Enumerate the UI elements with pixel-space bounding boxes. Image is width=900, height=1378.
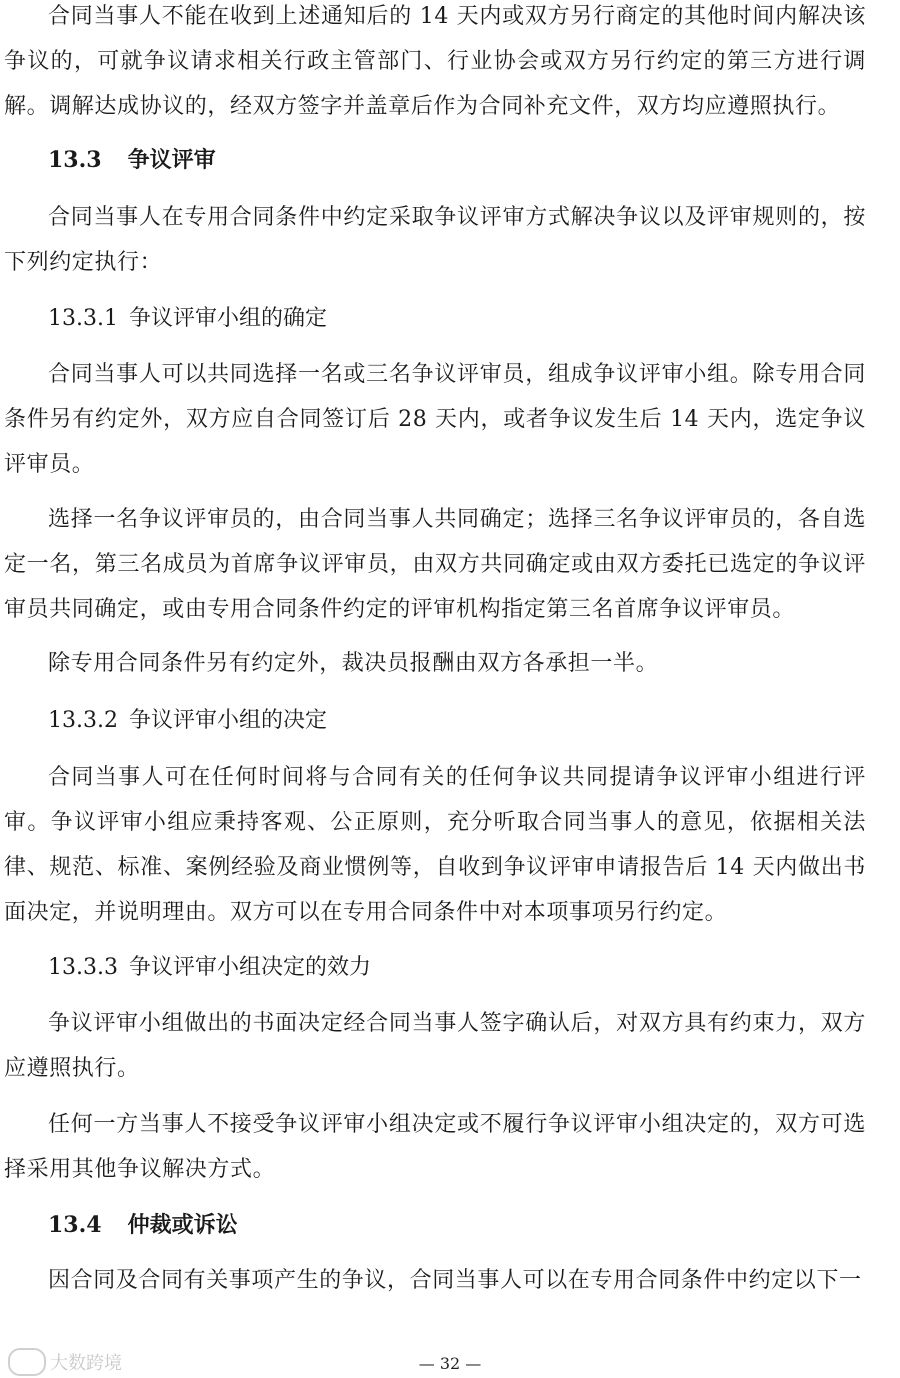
section-number: 13.3 [48,147,102,173]
paragraph-arbitration-litigation: 因合同及合同有关事项产生的争议，合同当事人可以在专用合同条件中约定以下一 [48,1268,862,1293]
section-heading-13-4 [48,1203,238,1248]
paragraph-remuneration: 除专用合同条件另有约定外，裁决员报酬由双方各承担一半。 [48,651,659,676]
paragraph-mediation: 合同当事人不能在收到上述通知后的 14 天内或双方另行商定的其他时间内解决该争议的，可就争议请求相关行政主管部门、行业协会或双方另行约定的第三方进行调解。调解达成协议的，经双方签字并盖章后作为合同补充文件，双方均应遵照执行。 [4,4,866,119]
subsection-title: 争议评审小组的确定 [129,306,328,331]
subsection-title: 争议评审小组决定的效力 [129,955,372,980]
watermark-text: 大数跨境 [50,1353,122,1374]
paragraph-panel-members: 选择一名争议评审员的，由合同当事人共同确定；选择三名争议评审员的，各自选定一名，第三名成员为首席争议评审员，由双方共同确定或由双方委托已选定的争议评审员共同确定，或由专用合同条件约定的评审机构指定第三名首席争议评审员。 [4,507,866,622]
section-title: 仲裁或诉讼 [127,1212,238,1238]
section-number: 13.4 [48,1212,102,1238]
subsection-number: 13.3.1 [48,306,118,331]
paragraph-dispute-review-intro: 合同当事人在专用合同条件中约定采取争议评审方式解决争议以及评审规则的，按下列约定执行： [4,205,866,275]
subsection-number: 13.3.2 [48,708,118,733]
subsection-title: 争议评审小组的决定 [129,708,328,733]
page-number: — 32 — [418,1354,482,1373]
paragraph-panel-decision: 合同当事人可在任何时间将与合同有关的任何争议共同提请争议评审小组进行评审。争议评审小组应秉持客观、公正原则，充分听取合同当事人的意见，依据相关法律、规范、标准、案例经验及商业惯例等，自收到争议评审申请报告后 14 天内做出书面决定，并说明理由。双方可以在专用合同条件中对本项事项另行约定。 [4,765,866,925]
section-heading-13-3 [48,138,216,183]
subsection-heading-13-3-2 [48,698,327,743]
paragraph-decision-effect: 争议评审小组做出的书面决定经合同当事人签字确认后，对双方具有约束力，双方应遵照执行。 [4,1011,866,1081]
subsection-number: 13.3.3 [48,955,118,980]
paragraph-alternative-resolution: 任何一方当事人不接受争议评审小组决定或不履行争议评审小组决定的，双方可选择采用其他争议解决方式。 [4,1112,866,1182]
subsection-heading-13-3-3 [48,945,371,990]
subsection-heading-13-3-1 [48,296,327,341]
section-title: 争议评审 [127,147,216,173]
paragraph-panel-selection: 合同当事人可以共同选择一名或三名争议评审员，组成争议评审小组。除专用合同条件另有约定外，双方应自合同签订后 28 天内，或者争议发生后 14 天内，选定争议评审员。 [4,362,866,477]
